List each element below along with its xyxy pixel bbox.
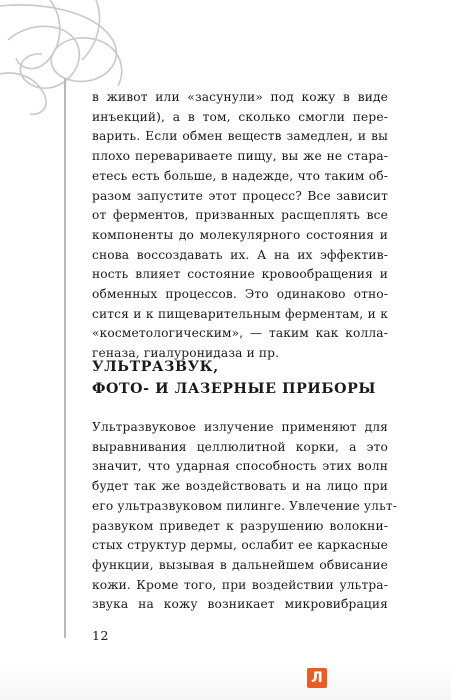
text-line: сится и к пищеварительным ферментам, и к (92, 306, 388, 321)
publisher-logo[interactable]: Л (307, 668, 327, 688)
text-line: значит, что ударная способность этих волн (92, 459, 388, 474)
text-line: снова воссоздавать их. А на их эффектив- (92, 247, 388, 262)
text-line: выравнивания целлюлитной корки, а это (92, 439, 388, 454)
margin-rule (64, 78, 66, 638)
section-heading (92, 356, 392, 400)
text-line: развуком приведет к разрушению волокни- (92, 518, 388, 533)
text-line: будет так же воздействовать и на лицо при (92, 479, 388, 494)
text-line: обменных процессов. Это одинаково отно- (92, 287, 388, 302)
text-line: варить. Если обмен веществ замедлен, и вы (92, 129, 388, 144)
text-line: ность влияет состояние кровообращения и (92, 267, 388, 282)
text-line: разом запустите этот процесс? Все зависит (92, 188, 388, 203)
text-line: компоненты до молекулярного состояния и (92, 227, 388, 242)
text-line: кожи. Кроме того, при воздействии ультра- (92, 577, 388, 592)
text-line: инъекций), а в том, сколько смогли пере- (92, 109, 388, 124)
text-line: етесь есть больше, в надежде, что таким об- (92, 168, 388, 183)
paragraph-ultrasound (92, 418, 398, 615)
heading-line: ФОТО- И ЛАЗЕРНЫЕ ПРИБОРЫ (92, 381, 376, 397)
paragraph-continued (92, 88, 388, 364)
heading-line: УЛЬТРАЗВУК, (92, 359, 219, 375)
footer-band (0, 660, 451, 700)
text-line: его ультразвуковом пилинге. Увлечение ульт- (92, 498, 398, 513)
text-line: «косметологическим», — таким как колла- (92, 326, 388, 341)
text-line: функции, вызывая в дальнейшем обвисание (92, 557, 388, 572)
text-line: стых структур дермы, ослабит ее каркасные (92, 538, 388, 553)
text-line: плохо перевариваете пищу, вы же не стара- (92, 149, 388, 164)
page-number: 12 (92, 628, 109, 643)
text-line: в живот или «засунули» под кожу в виде (92, 90, 388, 104)
text-line: звука на кожу возникает микровибрация (92, 597, 388, 612)
text-line: геназа, гиалуронидаза и пр. (92, 346, 280, 361)
text-line: Ультразвуковое излучение применяют для (92, 420, 388, 434)
text-line: от ферментов, призванных расщеплять все (92, 208, 388, 223)
